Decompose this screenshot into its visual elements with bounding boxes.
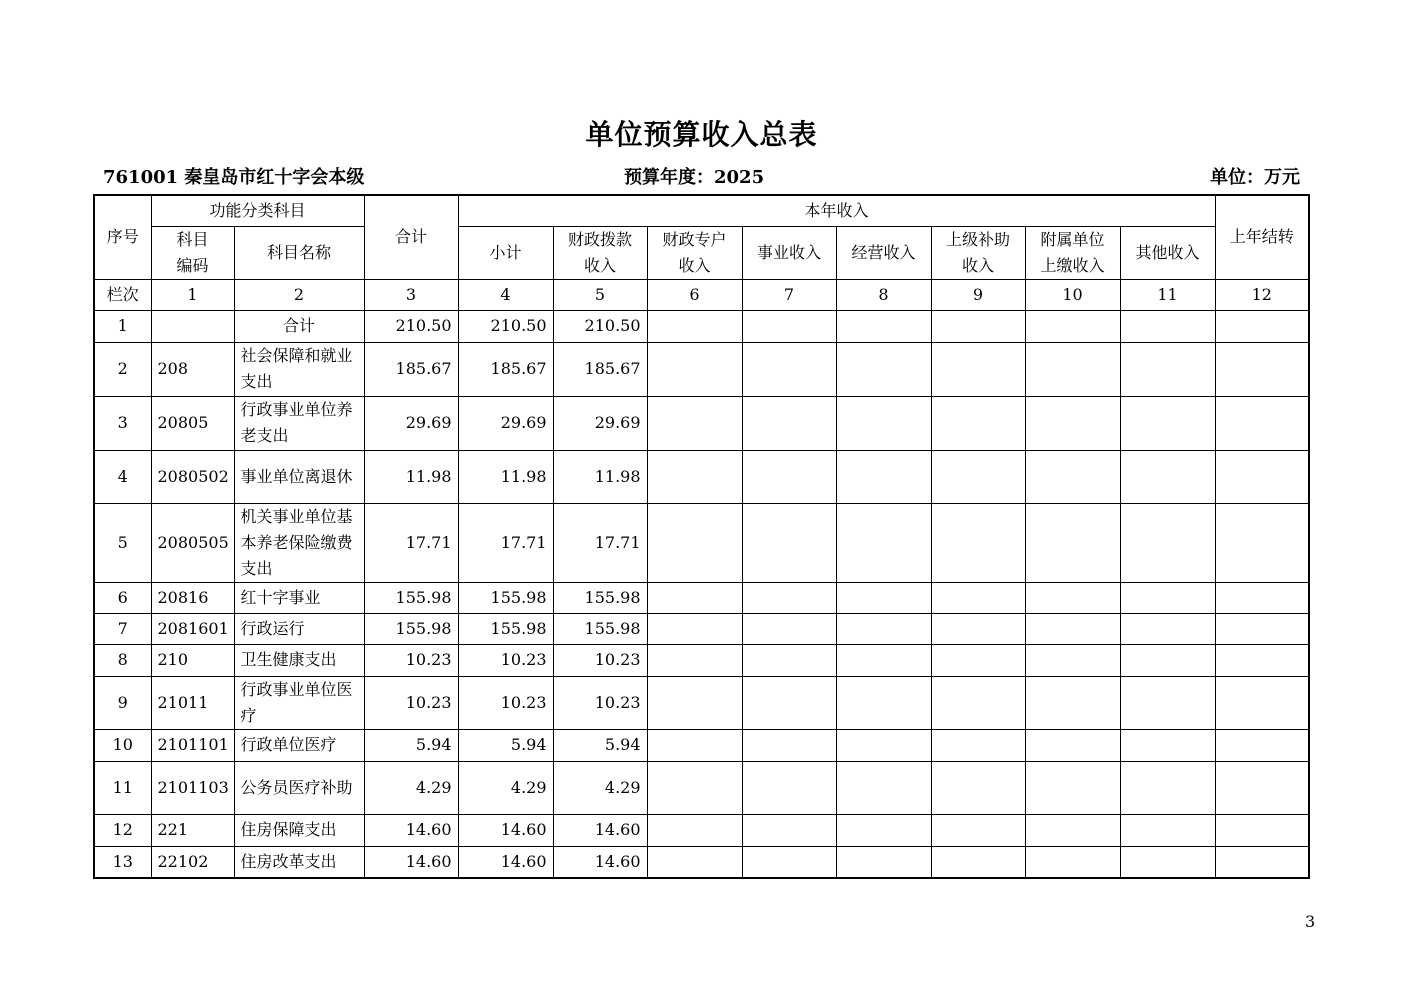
row-superior-subsidy (931, 761, 1025, 814)
row-subtotal: 155.98 (458, 582, 553, 613)
header-affiliated: 附属单位 上缴收入 (1025, 226, 1120, 279)
row-total: 210.50 (364, 310, 458, 342)
row-other-income (1120, 396, 1215, 450)
row-business-income (742, 613, 836, 644)
row-prior-carryover (1215, 396, 1309, 450)
row-subtotal: 10.23 (458, 644, 553, 676)
row-affiliated (1025, 644, 1120, 676)
row-code: 2081601 (151, 613, 234, 644)
row-name: 卫生健康支出 (234, 644, 364, 676)
row-prior-carryover (1215, 676, 1309, 729)
column-number: 1 (151, 279, 234, 310)
header-fiscal-special: 财政专户 收入 (647, 226, 742, 279)
row-subtotal: 10.23 (458, 676, 553, 729)
column-number: 2 (234, 279, 364, 310)
row-superior-subsidy (931, 676, 1025, 729)
row-name: 机关事业单位基本养老保险缴费支出 (234, 503, 364, 582)
row-name: 公务员医疗补助 (234, 761, 364, 814)
column-number: 7 (742, 279, 836, 310)
row-total: 14.60 (364, 814, 458, 846)
row-fiscal-special (647, 644, 742, 676)
table-row (94, 450, 1309, 503)
row-code: 2101103 (151, 761, 234, 814)
row-operating-income (836, 310, 931, 342)
row-seq: 11 (94, 761, 151, 814)
row-prior-carryover (1215, 582, 1309, 613)
row-business-income (742, 396, 836, 450)
row-total: 10.23 (364, 676, 458, 729)
header-fiscal-appropriation: 财政拨款 收入 (553, 226, 647, 279)
row-other-income (1120, 310, 1215, 342)
row-other-income (1120, 676, 1215, 729)
column-number: 4 (458, 279, 553, 310)
row-superior-subsidy (931, 582, 1025, 613)
row-other-income (1120, 450, 1215, 503)
row-total: 155.98 (364, 582, 458, 613)
unit-name: 761001 秦皇岛市红十字会本级 (103, 167, 365, 188)
table-row (94, 729, 1309, 761)
row-other-income (1120, 644, 1215, 676)
row-other-income (1120, 582, 1215, 613)
row-subtotal: 14.60 (458, 846, 553, 878)
column-number: 11 (1120, 279, 1215, 310)
row-name: 行政事业单位养老支出 (234, 396, 364, 450)
row-name: 事业单位离退休 (234, 450, 364, 503)
row-affiliated (1025, 310, 1120, 342)
row-operating-income (836, 729, 931, 761)
row-total: 11.98 (364, 450, 458, 503)
row-total: 29.69 (364, 396, 458, 450)
column-number: 3 (364, 279, 458, 310)
row-total: 14.60 (364, 846, 458, 878)
row-business-income (742, 846, 836, 878)
row-superior-subsidy (931, 729, 1025, 761)
row-seq: 3 (94, 396, 151, 450)
row-prior-carryover (1215, 644, 1309, 676)
row-seq: 6 (94, 582, 151, 613)
table-row (94, 310, 1309, 342)
row-seq: 12 (94, 814, 151, 846)
row-subtotal: 14.60 (458, 814, 553, 846)
row-code (151, 310, 234, 342)
row-total: 17.71 (364, 503, 458, 582)
row-code: 22102 (151, 846, 234, 878)
row-prior-carryover (1215, 729, 1309, 761)
row-seq: 9 (94, 676, 151, 729)
header-func-category: 功能分类科目 (151, 195, 364, 226)
row-superior-subsidy (931, 342, 1025, 396)
row-operating-income (836, 761, 931, 814)
row-code: 20805 (151, 396, 234, 450)
row-name: 行政事业单位医疗 (234, 676, 364, 729)
table-row (94, 503, 1309, 582)
row-total: 10.23 (364, 644, 458, 676)
row-code: 2080505 (151, 503, 234, 582)
row-operating-income (836, 396, 931, 450)
row-fiscal-appropriation: 185.67 (553, 342, 647, 396)
table-body (94, 310, 1309, 878)
row-fiscal-appropriation: 14.60 (553, 814, 647, 846)
row-subtotal: 185.67 (458, 342, 553, 396)
row-business-income (742, 761, 836, 814)
row-superior-subsidy (931, 613, 1025, 644)
row-other-income (1120, 503, 1215, 582)
row-fiscal-special (647, 503, 742, 582)
row-prior-carryover (1215, 761, 1309, 814)
row-fiscal-special (647, 582, 742, 613)
column-number: 12 (1215, 279, 1309, 310)
table-row (94, 644, 1309, 676)
row-seq: 7 (94, 613, 151, 644)
row-fiscal-appropriation: 10.23 (553, 676, 647, 729)
row-other-income (1120, 729, 1215, 761)
row-subtotal: 155.98 (458, 613, 553, 644)
header-other-income: 其他收入 (1120, 226, 1215, 279)
row-fiscal-appropriation: 14.60 (553, 846, 647, 878)
row-code: 221 (151, 814, 234, 846)
row-business-income (742, 644, 836, 676)
table-row (94, 676, 1309, 729)
row-fiscal-special (647, 613, 742, 644)
row-business-income (742, 729, 836, 761)
column-number: 10 (1025, 279, 1120, 310)
row-subtotal: 5.94 (458, 729, 553, 761)
row-operating-income (836, 676, 931, 729)
row-seq: 2 (94, 342, 151, 396)
column-number: 5 (553, 279, 647, 310)
column-number: 9 (931, 279, 1025, 310)
row-prior-carryover (1215, 613, 1309, 644)
row-affiliated (1025, 396, 1120, 450)
row-prior-carryover (1215, 450, 1309, 503)
row-seq: 10 (94, 729, 151, 761)
table-row (94, 342, 1309, 396)
table-row (94, 846, 1309, 878)
row-operating-income (836, 582, 931, 613)
budget-year: 预算年度：2025 (624, 167, 765, 188)
row-total: 155.98 (364, 613, 458, 644)
row-affiliated (1025, 582, 1120, 613)
row-other-income (1120, 761, 1215, 814)
row-fiscal-appropriation: 5.94 (553, 729, 647, 761)
row-other-income (1120, 342, 1215, 396)
row-fiscal-special (647, 396, 742, 450)
row-operating-income (836, 450, 931, 503)
row-affiliated (1025, 761, 1120, 814)
row-fiscal-appropriation: 4.29 (553, 761, 647, 814)
row-business-income (742, 582, 836, 613)
row-prior-carryover (1215, 503, 1309, 582)
header-subject-name: 科目名称 (234, 226, 364, 279)
row-superior-subsidy (931, 846, 1025, 878)
row-business-income (742, 342, 836, 396)
row-fiscal-special (647, 676, 742, 729)
header-prior-carryover: 上年结转 (1215, 195, 1309, 279)
row-total: 5.94 (364, 729, 458, 761)
row-fiscal-appropriation: 10.23 (553, 644, 647, 676)
row-code: 210 (151, 644, 234, 676)
row-operating-income (836, 503, 931, 582)
table-row (94, 613, 1309, 644)
row-fiscal-appropriation: 210.50 (553, 310, 647, 342)
row-operating-income (836, 846, 931, 878)
row-seq: 4 (94, 450, 151, 503)
row-affiliated (1025, 450, 1120, 503)
table-row (94, 761, 1309, 814)
row-subtotal: 17.71 (458, 503, 553, 582)
row-total: 185.67 (364, 342, 458, 396)
row-superior-subsidy (931, 396, 1025, 450)
column-number: 6 (647, 279, 742, 310)
row-seq: 5 (94, 503, 151, 582)
header-total: 合计 (364, 195, 458, 279)
row-superior-subsidy (931, 644, 1025, 676)
row-other-income (1120, 846, 1215, 878)
row-fiscal-appropriation: 11.98 (553, 450, 647, 503)
row-fiscal-appropriation: 155.98 (553, 582, 647, 613)
row-code: 208 (151, 342, 234, 396)
column-number: 8 (836, 279, 931, 310)
row-name: 红十字事业 (234, 582, 364, 613)
row-affiliated (1025, 613, 1120, 644)
row-superior-subsidy (931, 503, 1025, 582)
row-operating-income (836, 613, 931, 644)
row-name: 社会保障和就业支出 (234, 342, 364, 396)
row-business-income (742, 814, 836, 846)
table-row (94, 396, 1309, 450)
header-seq: 序号 (94, 195, 151, 279)
row-affiliated (1025, 342, 1120, 396)
row-affiliated (1025, 729, 1120, 761)
header-subtotal: 小计 (458, 226, 553, 279)
row-code: 21011 (151, 676, 234, 729)
table-row (94, 814, 1309, 846)
row-seq: 8 (94, 644, 151, 676)
row-subtotal: 29.69 (458, 396, 553, 450)
budget-income-table (93, 194, 1310, 879)
row-fiscal-appropriation: 17.71 (553, 503, 647, 582)
row-fiscal-special (647, 342, 742, 396)
row-code: 20816 (151, 582, 234, 613)
row-prior-carryover (1215, 814, 1309, 846)
row-operating-income (836, 644, 931, 676)
header-operating-income: 经营收入 (836, 226, 931, 279)
row-name: 住房改革支出 (234, 846, 364, 878)
row-business-income (742, 450, 836, 503)
row-fiscal-appropriation: 155.98 (553, 613, 647, 644)
row-subtotal: 11.98 (458, 450, 553, 503)
column-number-label: 栏次 (94, 279, 151, 310)
row-name: 行政运行 (234, 613, 364, 644)
row-fiscal-special (647, 846, 742, 878)
row-subtotal: 4.29 (458, 761, 553, 814)
row-superior-subsidy (931, 814, 1025, 846)
row-seq: 13 (94, 846, 151, 878)
page-title: 单位预算收入总表 (585, 118, 818, 151)
row-code: 2080502 (151, 450, 234, 503)
row-prior-carryover (1215, 342, 1309, 396)
row-other-income (1120, 814, 1215, 846)
row-business-income (742, 503, 836, 582)
row-total: 4.29 (364, 761, 458, 814)
row-name: 住房保障支出 (234, 814, 364, 846)
row-operating-income (836, 814, 931, 846)
row-affiliated (1025, 846, 1120, 878)
row-business-income (742, 676, 836, 729)
row-operating-income (836, 342, 931, 396)
row-subtotal: 210.50 (458, 310, 553, 342)
row-fiscal-special (647, 729, 742, 761)
header-subject-code: 科目 编码 (151, 226, 234, 279)
header-superior-subsidy: 上级补助 收入 (931, 226, 1025, 279)
row-affiliated (1025, 503, 1120, 582)
row-affiliated (1025, 676, 1120, 729)
table-row (94, 582, 1309, 613)
currency-unit: 单位：万元 (1210, 167, 1300, 188)
row-other-income (1120, 613, 1215, 644)
row-fiscal-special (647, 310, 742, 342)
row-name: 合计 (234, 310, 364, 342)
row-superior-subsidy (931, 450, 1025, 503)
row-superior-subsidy (931, 310, 1025, 342)
row-business-income (742, 310, 836, 342)
header-current-year-income: 本年收入 (458, 195, 1215, 226)
header-business-income: 事业收入 (742, 226, 836, 279)
column-number-row (94, 279, 1309, 310)
row-fiscal-appropriation: 29.69 (553, 396, 647, 450)
row-name: 行政单位医疗 (234, 729, 364, 761)
row-seq: 1 (94, 310, 151, 342)
row-code: 2101101 (151, 729, 234, 761)
row-fiscal-special (647, 761, 742, 814)
row-prior-carryover (1215, 846, 1309, 878)
row-prior-carryover (1215, 310, 1309, 342)
row-affiliated (1025, 814, 1120, 846)
row-fiscal-special (647, 814, 742, 846)
page-number: 3 (1305, 912, 1316, 931)
row-fiscal-special (647, 450, 742, 503)
